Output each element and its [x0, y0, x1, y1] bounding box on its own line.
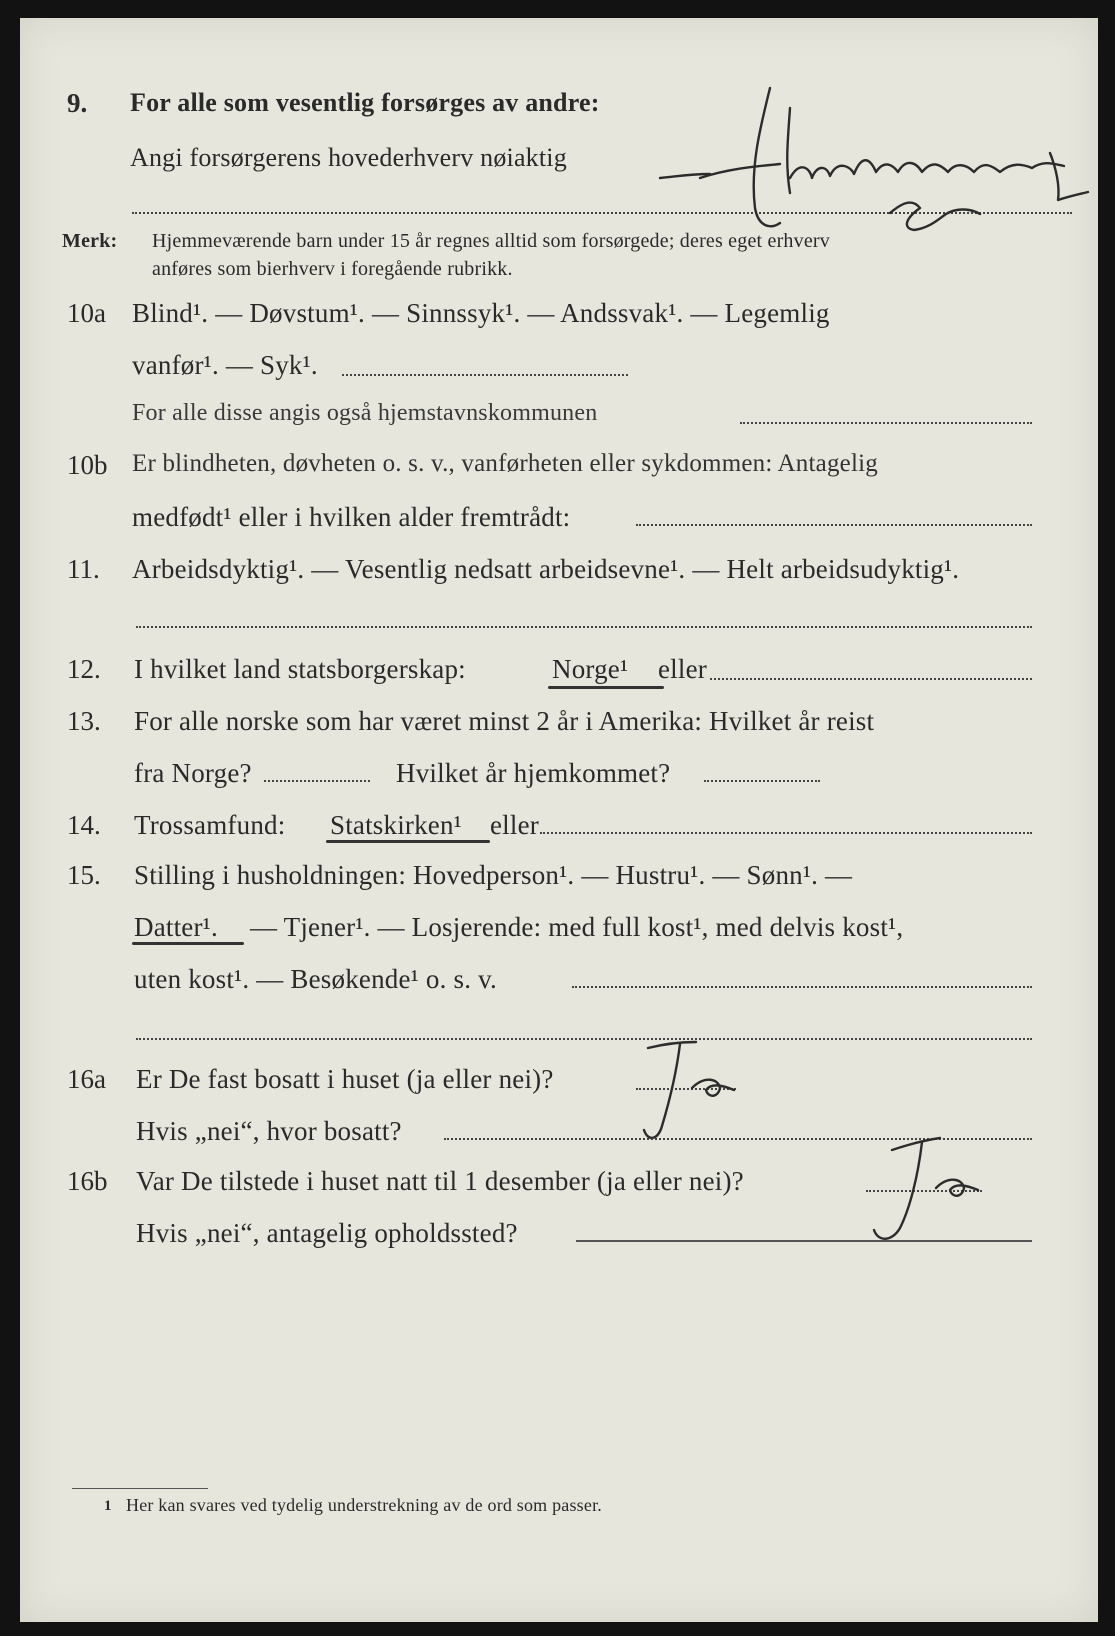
q14-option-statskirken: Statskirken¹	[330, 810, 462, 840]
q16a-handwritten-answer	[634, 1036, 744, 1146]
q12-suffix: eller	[658, 654, 707, 684]
q13-line-2a: fra Norge?	[134, 758, 252, 788]
q15-datter-underline	[132, 942, 244, 945]
merk-label: Merk:	[62, 230, 118, 252]
q10a-line-2: vanfør¹. — Syk¹.	[132, 350, 318, 380]
q13-reist-answer-line	[264, 780, 370, 782]
q11-line-1: Arbeidsdyktig¹. — Vesentlig nedsatt arbeidsevne¹. — Helt arbeidsudyktig¹.	[132, 554, 960, 584]
q13-line-1: For alle norske som har været minst 2 år i Amerika: Hvilket år reist	[134, 706, 875, 736]
q10b-line-2: medfødt¹ eller i hvilken alder fremtrådt:	[132, 502, 571, 532]
footnote-text: Her kan svares ved tydelig understrekning av de ord som passer.	[126, 1495, 602, 1515]
q16a-line-1: Er De fast bosatt i huset (ja eller nei)?	[136, 1064, 554, 1094]
q10a-number: 10a	[67, 298, 106, 328]
merk-line-1: Hjemmeværende barn under 15 år regnes alltid som forsørgede; deres eget erhverv	[152, 230, 830, 252]
q12-prefix: I hvilket land statsborgerskap:	[134, 654, 466, 684]
q12-number: 12.	[67, 654, 101, 684]
q16b-handwritten-answer	[840, 1130, 990, 1250]
q12-option-norge: Norge¹	[552, 654, 629, 684]
q15-number: 15.	[67, 860, 101, 890]
q14-suffix: eller	[490, 810, 539, 840]
merk-line-2: anføres som bierhverv i foregående rubrikk.	[152, 258, 513, 280]
q15-answer-line-2	[136, 1038, 1032, 1040]
q14-number: 14.	[67, 810, 101, 840]
q10b-number: 10b	[67, 450, 108, 480]
footnote-rule	[72, 1488, 208, 1489]
q11-number: 11.	[67, 554, 100, 584]
q15-line-2: — Tjener¹. — Losjerende: med full kost¹, med delvis kost¹,	[250, 912, 904, 942]
footnote-mark: 1	[104, 1498, 112, 1514]
q13-hjemkommet-answer-line	[704, 780, 820, 782]
q10a-line-3: For alle disse angis også hjemstavnskommunen	[132, 400, 598, 426]
q10a-kommune-answer-line	[740, 422, 1032, 424]
q14-statskirken-underline	[326, 840, 490, 843]
q15-option-datter: Datter¹.	[134, 912, 218, 942]
q16a-line-2: Hvis „nei“, hvor bosatt?	[136, 1116, 402, 1146]
q15-line-3: uten kost¹. — Besøkende¹ o. s. v.	[134, 964, 498, 994]
q15-line-1: Stilling i husholdningen: Hovedperson¹. — Hustru¹. — Sønn¹. —	[134, 860, 853, 890]
q15-answer-line-1	[572, 986, 1032, 988]
q12-norge-underline	[548, 686, 664, 689]
q16b-number: 16b	[67, 1166, 108, 1196]
q14-prefix: Trossamfund:	[134, 810, 286, 840]
q16b-line-1: Var De tilstede i huset natt til 1 desember (ja eller nei)?	[136, 1166, 744, 1196]
q9-number: 9.	[67, 88, 88, 118]
census-form-page	[20, 18, 1098, 1622]
q10a-line-1: Blind¹. — Døvstum¹. — Sinnssyk¹. — Andssvak¹. — Legemlig	[132, 298, 830, 328]
q14-answer-line	[540, 832, 1032, 834]
q13-number: 13.	[67, 706, 101, 736]
q13-line-2b: Hvilket år hjemkommet?	[396, 758, 671, 788]
q12-answer-line	[710, 678, 1032, 680]
q16b-opholdssted-answer-line	[576, 1240, 1032, 1242]
q9-title: For alle som vesentlig forsørges av andre:	[130, 88, 600, 117]
q11-answer-line	[136, 626, 1032, 628]
q9-prompt: Angi forsørgerens hovederhverv nøiaktig	[130, 143, 567, 172]
q10b-answer-line	[636, 524, 1032, 526]
q16a-number: 16a	[67, 1064, 106, 1094]
q10a-syk-answer-line	[342, 374, 628, 376]
q10b-line-1: Er blindheten, døvheten o. s. v., vanførheten eller sykdommen: Antagelig	[132, 450, 878, 477]
q9-handwritten-answer	[640, 68, 1100, 248]
q16b-line-2: Hvis „nei“, antagelig opholdssted?	[136, 1218, 518, 1248]
